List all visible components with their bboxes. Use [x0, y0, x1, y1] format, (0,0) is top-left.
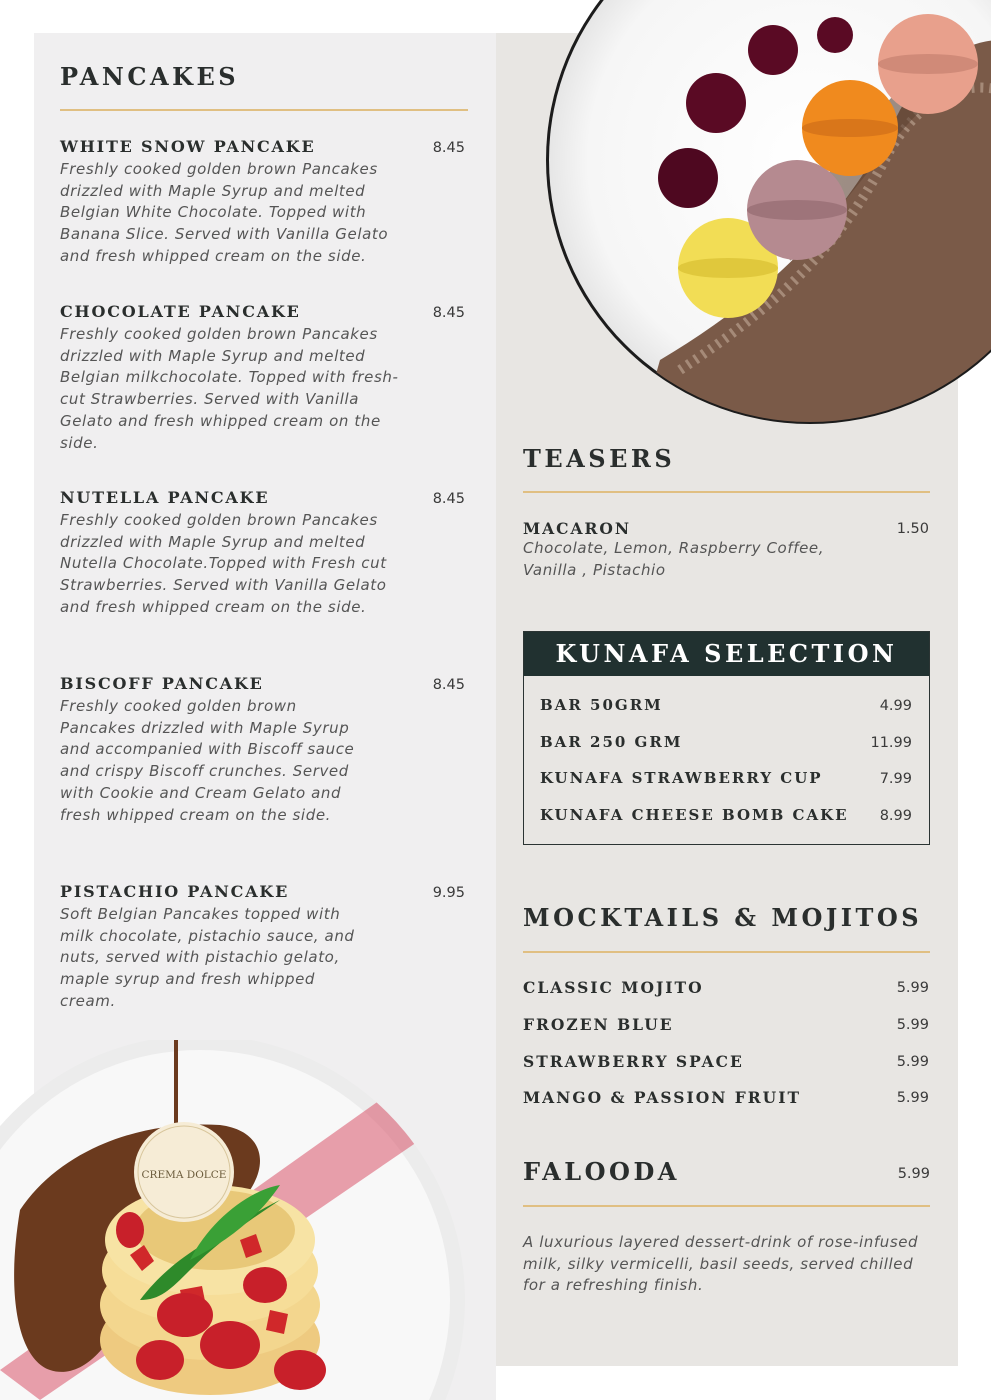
menu-item-nutella-pancake: [60, 488, 465, 619]
kunafa-selection-title: KUNAFA SELECTION: [524, 632, 929, 676]
kunafa-selection-box: [523, 631, 930, 845]
item-name: PISTACHIO PANCAKE: [60, 882, 290, 901]
item-name: CLASSIC MOJITO: [523, 978, 704, 997]
item-description: Freshly cooked golden brown Pancakes drizzled with Maple Syrup and melted Nutella Chocolate.Topped with Fresh cut Strawberries. Served with Vanilla Gelato and fresh whipped cream on the side.: [60, 511, 387, 616]
menu-item-chocolate-pancake: [60, 302, 465, 454]
menu-item-kunafa-cheese-bomb-cake: [540, 806, 912, 830]
falooda-description: A luxurious layered dessert-drink of rose-infused milk, silky vermicelli, basil seeds, served chilled for a refreshing finish.: [523, 1233, 919, 1295]
item-name: CHOCOLATE PANCAKE: [60, 302, 301, 321]
item-price: 5.99: [896, 980, 929, 996]
item-price: 8.45: [432, 491, 465, 507]
item-name: MACARON: [523, 519, 632, 538]
item-description: Freshly cooked golden brown Pancakes drizzled with Maple Syrup and accompanied with Biscoff sauce and crispy Biscoff crunches. Served with Cookie and Cream Gelato and fresh whipped cream on the side.: [60, 697, 355, 824]
item-name: FROZEN BLUE: [523, 1015, 674, 1034]
item-name: KUNAFA CHEESE BOMB CAKE: [540, 806, 849, 824]
falooda-divider: [523, 1205, 930, 1207]
menu-item-mango-passion-fruit: [523, 1088, 929, 1107]
item-price: 8.45: [432, 305, 465, 321]
menu-item-macaron: [523, 519, 929, 581]
menu-item-classic-mojito: [523, 978, 929, 997]
item-price: 11.99: [870, 735, 912, 751]
crema-dolce-logo: CREMA DOLCE: [141, 1169, 227, 1181]
mocktails-title: MOCKTAILS & MOJITOS: [523, 903, 923, 932]
item-price: 8.99: [879, 808, 912, 824]
item-price: 5.99: [896, 1017, 929, 1033]
menu-item-white-snow-pancake: [60, 137, 465, 268]
item-price: 7.99: [879, 771, 912, 787]
item-description: Soft Belgian Pancakes topped with milk chocolate, pistachio sauce, and nuts, served with pistachio gelato, maple syrup and fresh whipped cream.: [60, 905, 355, 1010]
teasers-title: TEASERS: [523, 444, 676, 473]
item-description: Freshly cooked golden brown Pancakes drizzled with Maple Syrup and melted Belgian milkchocolate. Topped with fresh-cut Strawberries. Served with Vanilla Gelato and fresh whipped cream on the side.: [60, 325, 399, 452]
falooda-price: 5.99: [897, 1166, 930, 1182]
menu-item-strawberry-space: [523, 1052, 929, 1071]
item-price: 8.45: [432, 677, 465, 693]
menu-item-bar-250grm: [540, 733, 912, 757]
macaron-plate-photo: [540, 0, 991, 430]
item-name: MANGO & PASSION FRUIT: [523, 1088, 801, 1107]
item-price: 9.95: [432, 885, 465, 901]
item-name: KUNAFA STRAWBERRY CUP: [540, 769, 823, 787]
pancake-plate-photo: [0, 1040, 470, 1400]
item-price: 8.45: [432, 140, 465, 156]
falooda-title: FALOODA: [523, 1157, 680, 1186]
item-name: BAR 250 GRM: [540, 733, 683, 751]
mocktails-divider: [523, 951, 930, 953]
item-name: STRAWBERRY SPACE: [523, 1052, 744, 1071]
menu-item-biscoff-pancake: [60, 674, 465, 826]
menu-item-pistachio-pancake: [60, 882, 465, 1013]
menu-item-kunafa-strawberry-cup: [540, 769, 912, 793]
item-price: 4.99: [879, 698, 912, 714]
item-name: BISCOFF PANCAKE: [60, 674, 264, 693]
item-description: Freshly cooked golden brown Pancakes drizzled with Maple Syrup and melted Belgian White Chocolate. Topped with Banana Slice. Served with Vanilla Gelato and fresh whipped cream on the side.: [60, 160, 389, 265]
item-price: 1.50: [896, 521, 929, 537]
pancakes-divider: [60, 109, 468, 111]
pancakes-title: PANCAKES: [60, 62, 240, 91]
teasers-divider: [523, 491, 930, 493]
item-price: 5.99: [896, 1090, 929, 1106]
item-name: WHITE SNOW PANCAKE: [60, 137, 316, 156]
item-price: 5.99: [896, 1054, 929, 1070]
menu-item-frozen-blue: [523, 1015, 929, 1034]
item-description: Chocolate, Lemon, Raspberry Coffee, Vanilla , Pistachio: [523, 539, 825, 579]
menu-item-bar-50grm: [540, 696, 912, 720]
item-name: BAR 50GRM: [540, 696, 663, 714]
item-name: NUTELLA PANCAKE: [60, 488, 270, 507]
